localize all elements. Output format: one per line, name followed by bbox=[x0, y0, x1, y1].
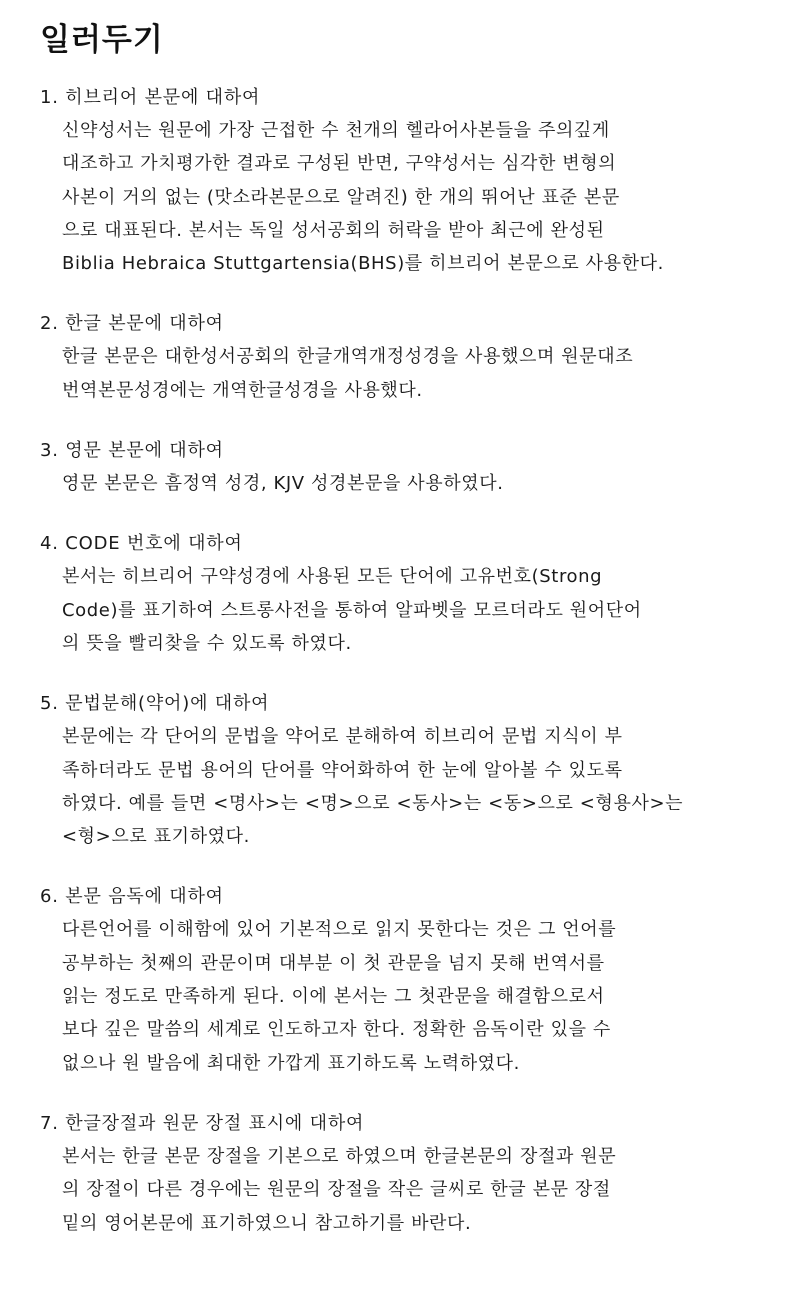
body-line: 없으나 원 발음에 최대한 가깝게 표기하도록 노력하였다. bbox=[62, 1052, 520, 1074]
body-line: 족하더라도 문법 용어의 단어를 약어화하여 한 눈에 알아볼 수 있도록 bbox=[62, 759, 623, 781]
body-line: <형>으로 표기하였다. bbox=[62, 826, 250, 848]
body-line: 읽는 정도로 만족하게 된다. 이에 본서는 그 첫관문을 해결함으로서 bbox=[62, 986, 605, 1008]
section-heading: 4. CODE 번호에 대하여 bbox=[40, 533, 243, 555]
body-line: 번역본문성경에는 개역한글성경을 사용했다. bbox=[62, 379, 423, 401]
body-line: 영문 본문은 흠정역 성경, KJV 성경본문을 사용하였다. bbox=[62, 473, 504, 495]
section-heading: 2. 한글 본문에 대하여 bbox=[40, 313, 224, 335]
section-heading: 3. 영문 본문에 대하여 bbox=[40, 440, 224, 462]
section-english-text bbox=[40, 434, 760, 500]
body-line: Biblia Hebraica Stuttgartensia(BHS)를 히브리어 본문으로 사용한다. bbox=[62, 253, 664, 275]
body-line: 하였다. 예를 들면 <명사>는 <명>으로 <동사>는 <동>으로 <형용사>는 bbox=[62, 792, 684, 814]
section-chapter-verse bbox=[40, 1107, 760, 1240]
body-line: 본문에는 각 단어의 문법을 약어로 분해하여 히브리어 문법 지식이 부 bbox=[62, 726, 623, 748]
body-line: 밑의 영어본문에 표기하였으니 참고하기를 바란다. bbox=[62, 1212, 472, 1234]
body-line: 대조하고 가치평가한 결과로 구성된 반면, 구약성서는 심각한 변형의 bbox=[62, 153, 617, 175]
body-line: 다른언어를 이해함에 있어 기본적으로 읽지 못한다는 것은 그 언어를 bbox=[62, 919, 617, 941]
body-line: 공부하는 첫째의 관문이며 대부분 이 첫 관문을 넘지 못해 번역서를 bbox=[62, 952, 605, 974]
section-heading: 6. 본문 음독에 대하여 bbox=[40, 886, 224, 908]
body-line: 의 장절이 다른 경우에는 원문의 장절을 작은 글씨로 한글 본문 장절 bbox=[62, 1179, 611, 1201]
section-heading: 7. 한글장절과 원문 장절 표시에 대하여 bbox=[40, 1112, 365, 1134]
section-heading: 1. 히브리어 본문에 대하여 bbox=[40, 87, 261, 108]
body-line: 한글 본문은 대한성서공회의 한글개역개정성경을 사용했으며 원문대조 bbox=[62, 346, 634, 368]
body-line: 신약성서는 원문에 가장 근접한 수 천개의 헬라어사본들을 주의깊게 bbox=[62, 120, 610, 141]
section-korean-text bbox=[40, 307, 760, 407]
body-line: 본서는 히브리어 구약성경에 사용된 모든 단어에 고유번호(Strong bbox=[62, 566, 603, 588]
body-line: 본서는 한글 본문 장절을 기본으로 하였으며 한글본문의 장절과 원문 bbox=[62, 1145, 617, 1167]
body-line: 의 뜻을 빨리찾을 수 있도록 하였다. bbox=[62, 632, 352, 654]
body-line: Code)를 표기하여 스트롱사전을 통하여 알파벳을 모르더라도 원어단어 bbox=[62, 599, 642, 621]
body-line: 보다 깊은 말씀의 세계로 인도하고자 한다. 정확한 음독이란 있을 수 bbox=[62, 1019, 611, 1041]
section-heading: 5. 문법분해(약어)에 대하여 bbox=[40, 693, 270, 715]
body-line: 으로 대표된다. 본서는 독일 성서공회의 허락을 받아 최근에 완성된 bbox=[62, 219, 605, 241]
section-code-numbers bbox=[40, 527, 760, 660]
page-title: 일러두기 bbox=[40, 22, 164, 58]
body-line: 사본이 거의 없는 (맛소라본문으로 알려진) 한 개의 뛰어난 표준 본문 bbox=[62, 186, 620, 208]
section-grammar-abbreviations bbox=[40, 687, 760, 853]
section-hebrew-text bbox=[40, 81, 760, 280]
section-pronunciation bbox=[40, 880, 760, 1079]
